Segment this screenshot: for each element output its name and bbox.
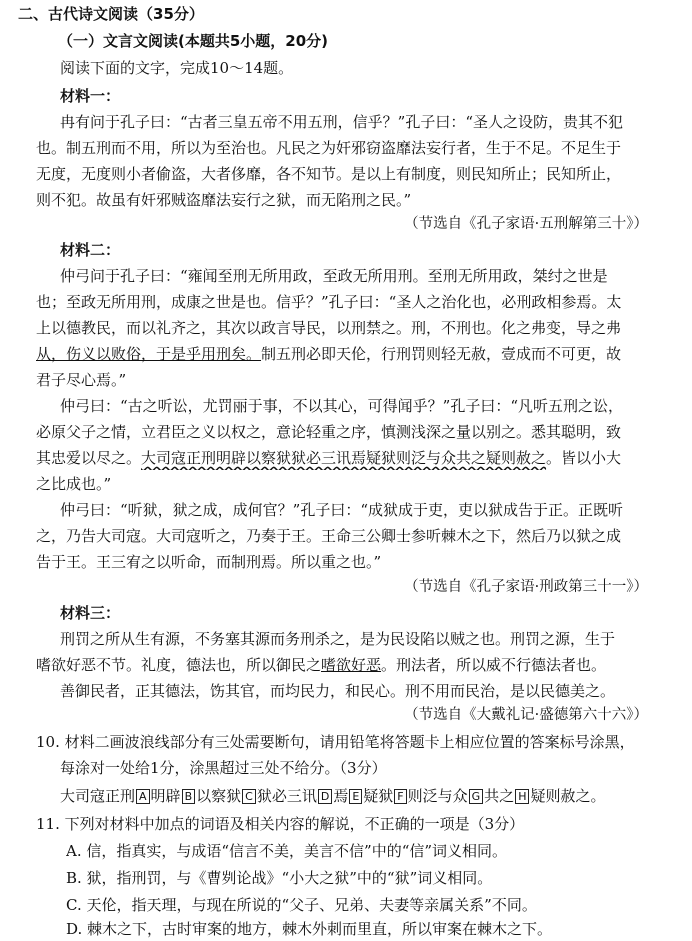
sentence-fragment: 则泛与众 <box>407 787 468 805</box>
underlined-sentence: 从，伤义以败俗，于是乎用刑矣。 <box>36 345 262 363</box>
material-1-source: （节选自《孔子家语·五刑解第三十》） <box>404 216 648 232</box>
material-2-line: 之比成也。” <box>36 475 112 493</box>
sentence-fragment: 焉 <box>333 787 349 805</box>
material-2-line: 仲弓问于孔子曰：“雍闻至刑无所用政，至政无所用刑。至刑无所用政，桀纣之世是 <box>60 267 608 285</box>
answer-box-b[interactable]: B <box>182 789 196 804</box>
question-11 <box>36 812 692 836</box>
material-3-source: （节选自《大戴礼记·盛德第六十六》） <box>404 707 648 723</box>
sentence-fragment: 大司寇正刑 <box>60 787 136 805</box>
material-2-line: 君子尽心焉。” <box>36 371 127 389</box>
answer-box-d[interactable]: D <box>318 789 332 804</box>
text-fragment: 其忠爱以尽之。 <box>36 449 142 467</box>
question-number: 11. <box>36 815 60 833</box>
question-10 <box>36 730 692 754</box>
answer-box-g[interactable]: G <box>469 789 484 804</box>
section-title: 二、古代诗文阅读（35分） <box>18 5 204 23</box>
question-10-text: 每涂对一处给1分，涂黑超过三处不给分。（3分） <box>60 759 387 777</box>
option-a[interactable]: A. 信，指真实，与成语“信言不美，美言不信”中的“信”词义相同。 <box>66 842 508 860</box>
sentence-fragment: 疑则赦之。 <box>530 787 606 805</box>
subsection-title: （一）文言文阅读(本题共5小题，20分) <box>58 32 329 50</box>
material-2-line <box>36 446 692 470</box>
material-2-heading: 材料二： <box>60 241 121 259</box>
text-fragment: 。刑法者，所以威不行德法者也。 <box>381 656 607 674</box>
material-1-line: 则不犯。故虽有奸邪贼盗靡法妄行之狱，而无陷刑之民。” <box>36 191 412 209</box>
wavy-underlined-passage: 大司寇正刑明辟以察狱狱必三讯焉疑狱则泛与众共之疑则赦之 <box>141 449 547 467</box>
material-2-line: 仲弓曰：“古之听讼，尤罚丽于事，不以其心，可得闻乎？”孔子曰：“凡听五刑之讼， <box>60 397 624 415</box>
answer-box-a[interactable]: A <box>136 789 150 804</box>
option-b[interactable]: B. 狱，指刑罚，与《曹刿论战》“小大之狱”中的“狱”词义相同。 <box>66 869 493 887</box>
option-c[interactable]: C. 天伦，指天理，与现在所说的“父子、兄弟、夫妻等亲属关系”不同。 <box>66 896 537 914</box>
sentence-fragment: 共之 <box>484 787 515 805</box>
text-fragment: 嗜欲好恶不节。礼度，德法也，所以御民之 <box>36 656 322 674</box>
material-2-line <box>36 342 692 366</box>
material-2-line: 上以德教民，而以礼齐之，其次以政言导民，以刑禁之。刑，不刑也。化之弗变，导之弗 <box>36 319 622 337</box>
sentence-fragment: 疑狱 <box>363 787 394 805</box>
material-2-line: 告于王。王三宥之以听命，而制刑焉。所以重之也。” <box>36 553 382 571</box>
answer-box-f[interactable]: F <box>394 789 406 804</box>
material-1-line: 也。制五刑而不用，所以为至治也。凡民之为奸邪窃盗靡法妄行者，生于不足。不足生于 <box>36 139 622 157</box>
material-3-line <box>36 653 692 677</box>
instruction: 阅读下面的文字，完成10～14题。 <box>60 59 294 77</box>
material-3-line: 善御民者，正其德法，饬其官，而均民力，和民心。刑不用而民治，是以民德美之。 <box>60 682 616 700</box>
material-2-line: 也；至政无所用刑，成康之世是也。信乎？”孔子曰：“圣人之治化也，必刑政相参焉。太 <box>36 293 622 311</box>
material-2-line: 仲弓曰：“听狱，狱之成，成何官？”孔子曰：“成狱成于吏，吏以狱成告于正。正既听 <box>60 501 624 519</box>
text-fragment: 制五刑必即天伦，行刑罚则轻无赦，壹成而不可更，故 <box>261 345 622 363</box>
material-2-line: 之，乃告大司寇。大司寇听之，乃奏于王。王命三公卿士参听棘木之下，然后乃以狱之成 <box>36 527 622 545</box>
material-1-heading: 材料一： <box>60 87 121 105</box>
question-text: 材料二画波浪线部分有三处需要断句，请用铅笔将答题卡上相应位置的答案标号涂黑， <box>64 733 635 751</box>
underlined-phrase: 嗜欲好恶 <box>321 656 382 674</box>
answer-box-e[interactable]: E <box>349 789 362 804</box>
question-number: 10. <box>36 733 60 751</box>
material-3-line: 刑罚之所从生有源，不务塞其源而务刑杀之，是为民设陷以贼之也。刑罚之源，生于 <box>60 630 616 648</box>
sentence-fragment: 狱必三讯 <box>256 787 317 805</box>
material-1-line: 无度，无度则小者偷盗，大者侈靡，各不知节。是以上有制度，则民知所止；民知所止， <box>36 165 622 183</box>
answer-box-c[interactable]: C <box>242 789 256 804</box>
question-text: 下列对材料中加点的词语及相关内容的解说，不正确的一项是（3分） <box>64 815 525 833</box>
material-2-line: 必原父子之情，立君臣之义以权之，意论轻重之序，慎测浅深之量以别之。悉其聪明，致 <box>36 423 622 441</box>
material-1-line: 冉有问于孔子曰：“古者三皇五帝不用五刑，信乎？”孔子曰：“圣人之设防，贵其不犯 <box>60 113 624 131</box>
answer-sentence <box>60 784 692 808</box>
sentence-fragment: 明辟 <box>150 787 181 805</box>
sentence-fragment: 以察狱 <box>196 787 242 805</box>
material-3-heading: 材料三： <box>60 604 121 622</box>
answer-box-h[interactable]: H <box>515 789 529 804</box>
option-d[interactable]: D. 棘木之下，古时审案的地方，棘木外刺而里直，所以审案在棘木之下。 <box>66 920 553 938</box>
material-2-source: （节选自《孔子家语·刑政第三十一》） <box>404 579 648 595</box>
text-fragment: 。皆以小大 <box>546 449 622 467</box>
